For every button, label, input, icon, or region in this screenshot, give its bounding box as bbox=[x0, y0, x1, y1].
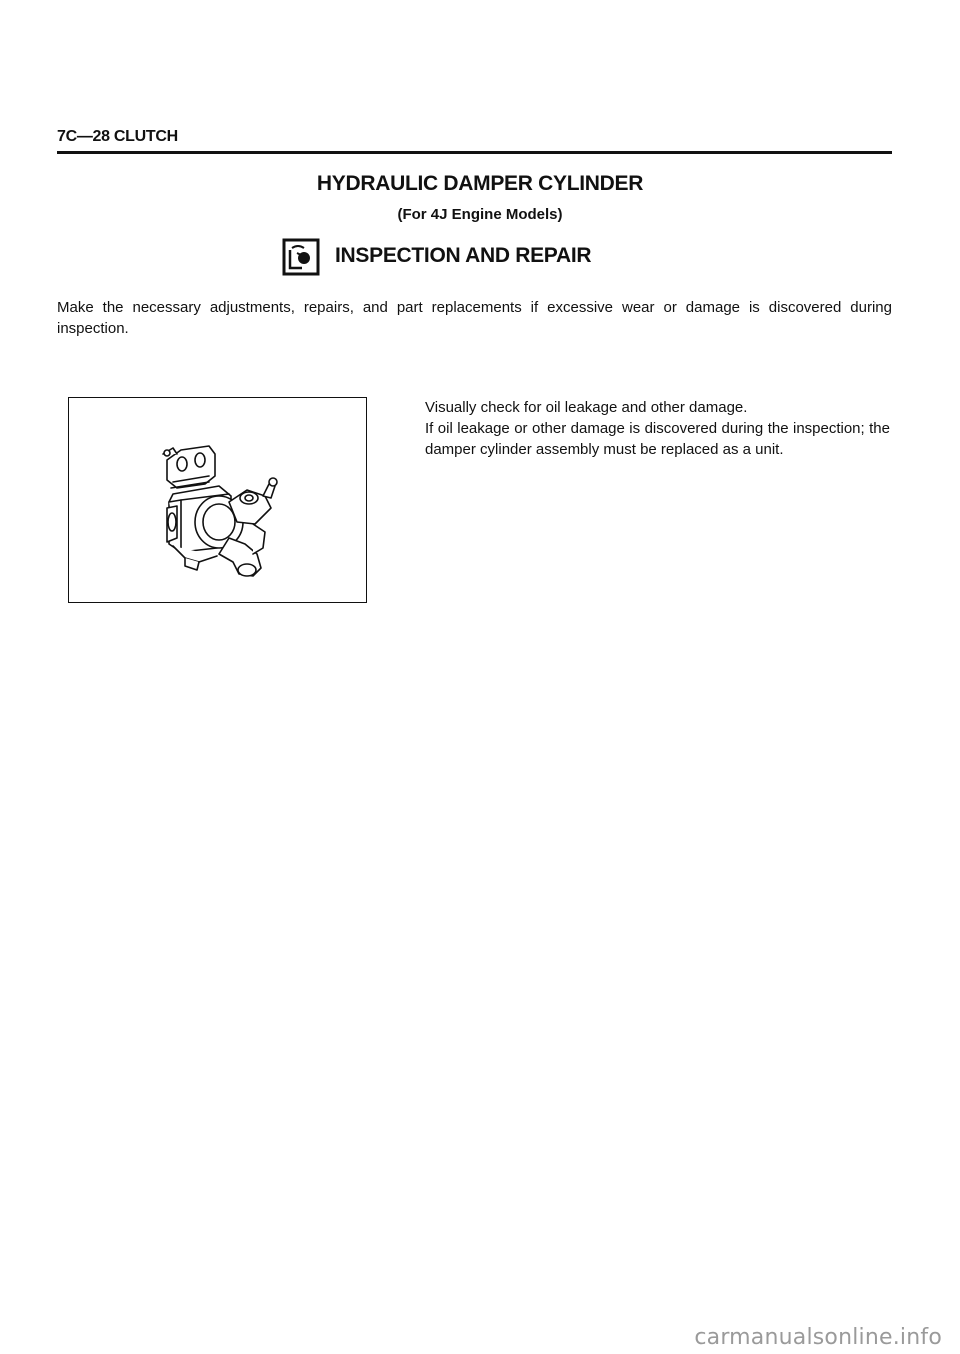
watermark-link[interactable]: carmanualsonline.info bbox=[694, 1325, 942, 1350]
inspection-icon bbox=[282, 238, 320, 276]
figure-frame bbox=[68, 397, 367, 603]
instructions-block bbox=[425, 397, 890, 460]
page-title: HYDRAULIC DAMPER CYLINDER bbox=[316, 172, 644, 195]
page-header: 7C—28 CLUTCH bbox=[57, 128, 178, 145]
instruction-line-2: If oil leakage or other damage is discovered during the inspection; the damper cylinder assembly must be replaced as a unit. bbox=[425, 420, 890, 458]
page-subtitle: (For 4J Engine Models) bbox=[397, 206, 563, 223]
section-heading: INSPECTION AND REPAIR bbox=[335, 244, 592, 267]
intro-paragraph: Make the necessary adjustments, repairs, and part replacements if excessive wear or damage is discovered during inspection. bbox=[57, 299, 892, 337]
header-rule bbox=[57, 151, 892, 154]
damper-cylinder-illustration bbox=[69, 398, 368, 604]
instruction-line-1: Visually check for oil leakage and other damage. bbox=[425, 399, 748, 416]
